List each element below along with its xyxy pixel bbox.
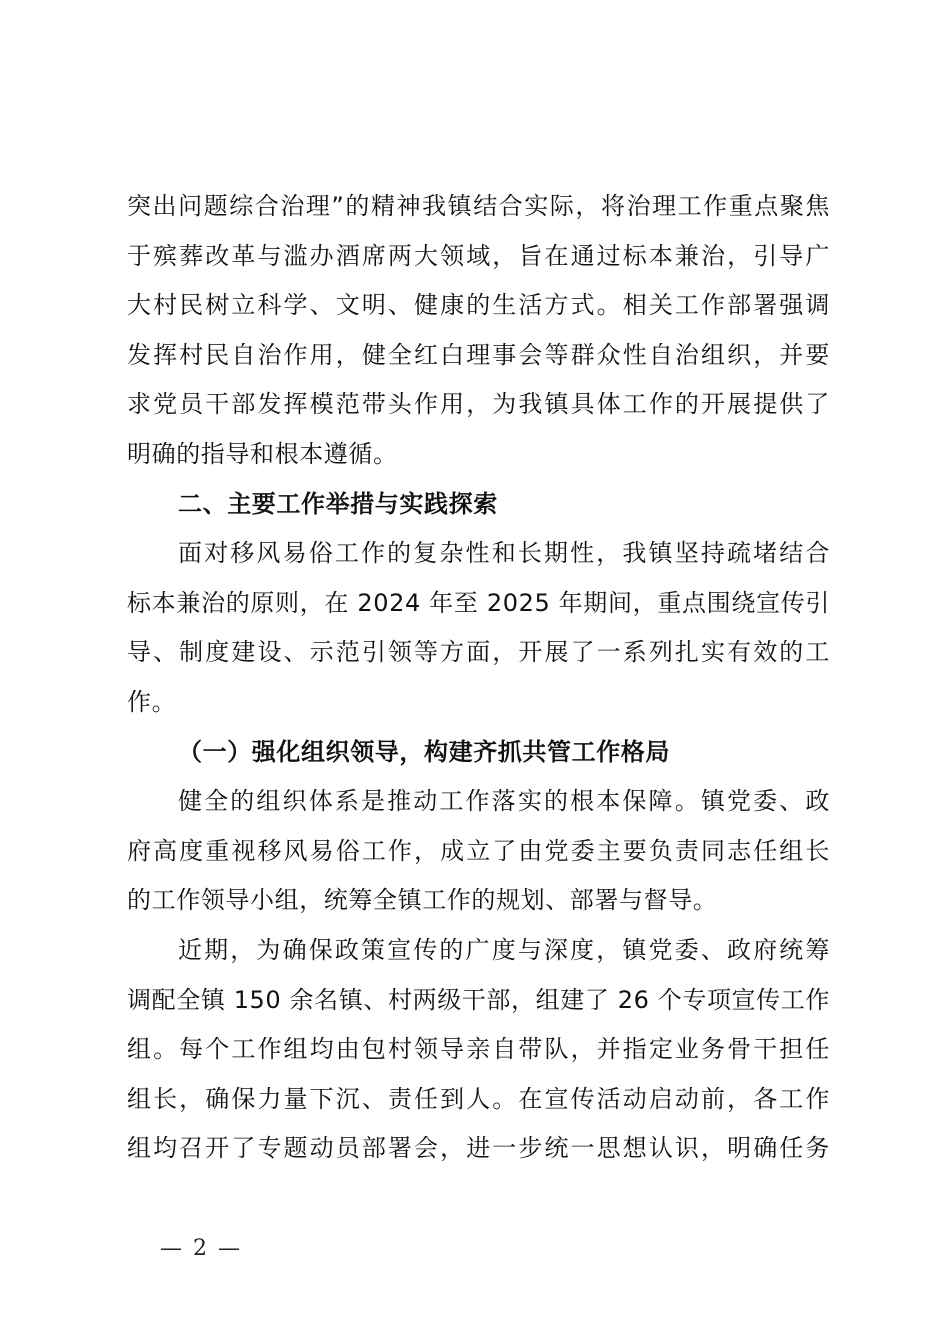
text-line: 府高度重视移风易俗工作，成立了由党委主要负责同志任组长	[127, 836, 830, 865]
paragraph	[127, 777, 830, 926]
text-line: 作。	[127, 687, 177, 716]
text-line: 标本兼治的原则，在 2024 年至 2025 年期间，重点围绕宣传引	[127, 588, 830, 617]
paragraph	[127, 529, 830, 727]
text-line: 导、制度建设、示范引领等方面，开展了一系列扎实有效的工	[127, 638, 830, 667]
page-number: — 2 —	[160, 1236, 242, 1261]
paragraph	[127, 926, 830, 1174]
text-line: 组。每个工作组均由包村领导亲自带队，并指定业务骨干担任	[127, 1035, 830, 1064]
document-body	[127, 182, 830, 1174]
text-line: 组均召开了专题动员部署会，进一步统一思想认识，明确任务	[127, 1134, 830, 1163]
text-line: 大村民树立科学、文明、健康的生活方式。相关工作部署强调	[127, 291, 830, 320]
text-line: 近期，为确保政策宣传的广度与深度，镇党委、政府统筹	[178, 935, 830, 964]
text-line: 健全的组织体系是推动工作落实的根本保障。镇党委、政	[178, 787, 830, 816]
paragraph	[127, 182, 830, 480]
text-line: 明确的指导和根本遵循。	[127, 439, 398, 468]
text-line: 调配全镇 150 余名镇、村两级干部，组建了 26 个专项宣传工作	[127, 985, 830, 1014]
text-line: 求党员干部发挥模范带头作用，为我镇具体工作的开展提供了	[127, 390, 830, 419]
text-line: 于殡葬改革与滥办酒席两大领域，旨在通过标本兼治，引导广	[127, 241, 830, 270]
section-heading: 二、主要工作举措与实践探索	[178, 489, 498, 518]
subsection-heading: （一）强化组织领导，构建齐抓共管工作格局	[178, 737, 670, 766]
text-line: 组长，确保力量下沉、责任到人。在宣传活动启动前，各工作	[127, 1084, 830, 1113]
text-line: 突出问题综合治理”的精神我镇结合实际，将治理工作重点聚焦	[127, 192, 830, 220]
text-line: 面对移风易俗工作的复杂性和长期性，我镇坚持疏堵结合	[178, 539, 830, 568]
text-line: 的工作领导小组，统筹全镇工作的规划、部署与督导。	[127, 886, 718, 915]
text-line: 发挥村民自治作用，健全红白理事会等群众性自治组织，并要	[127, 340, 830, 369]
